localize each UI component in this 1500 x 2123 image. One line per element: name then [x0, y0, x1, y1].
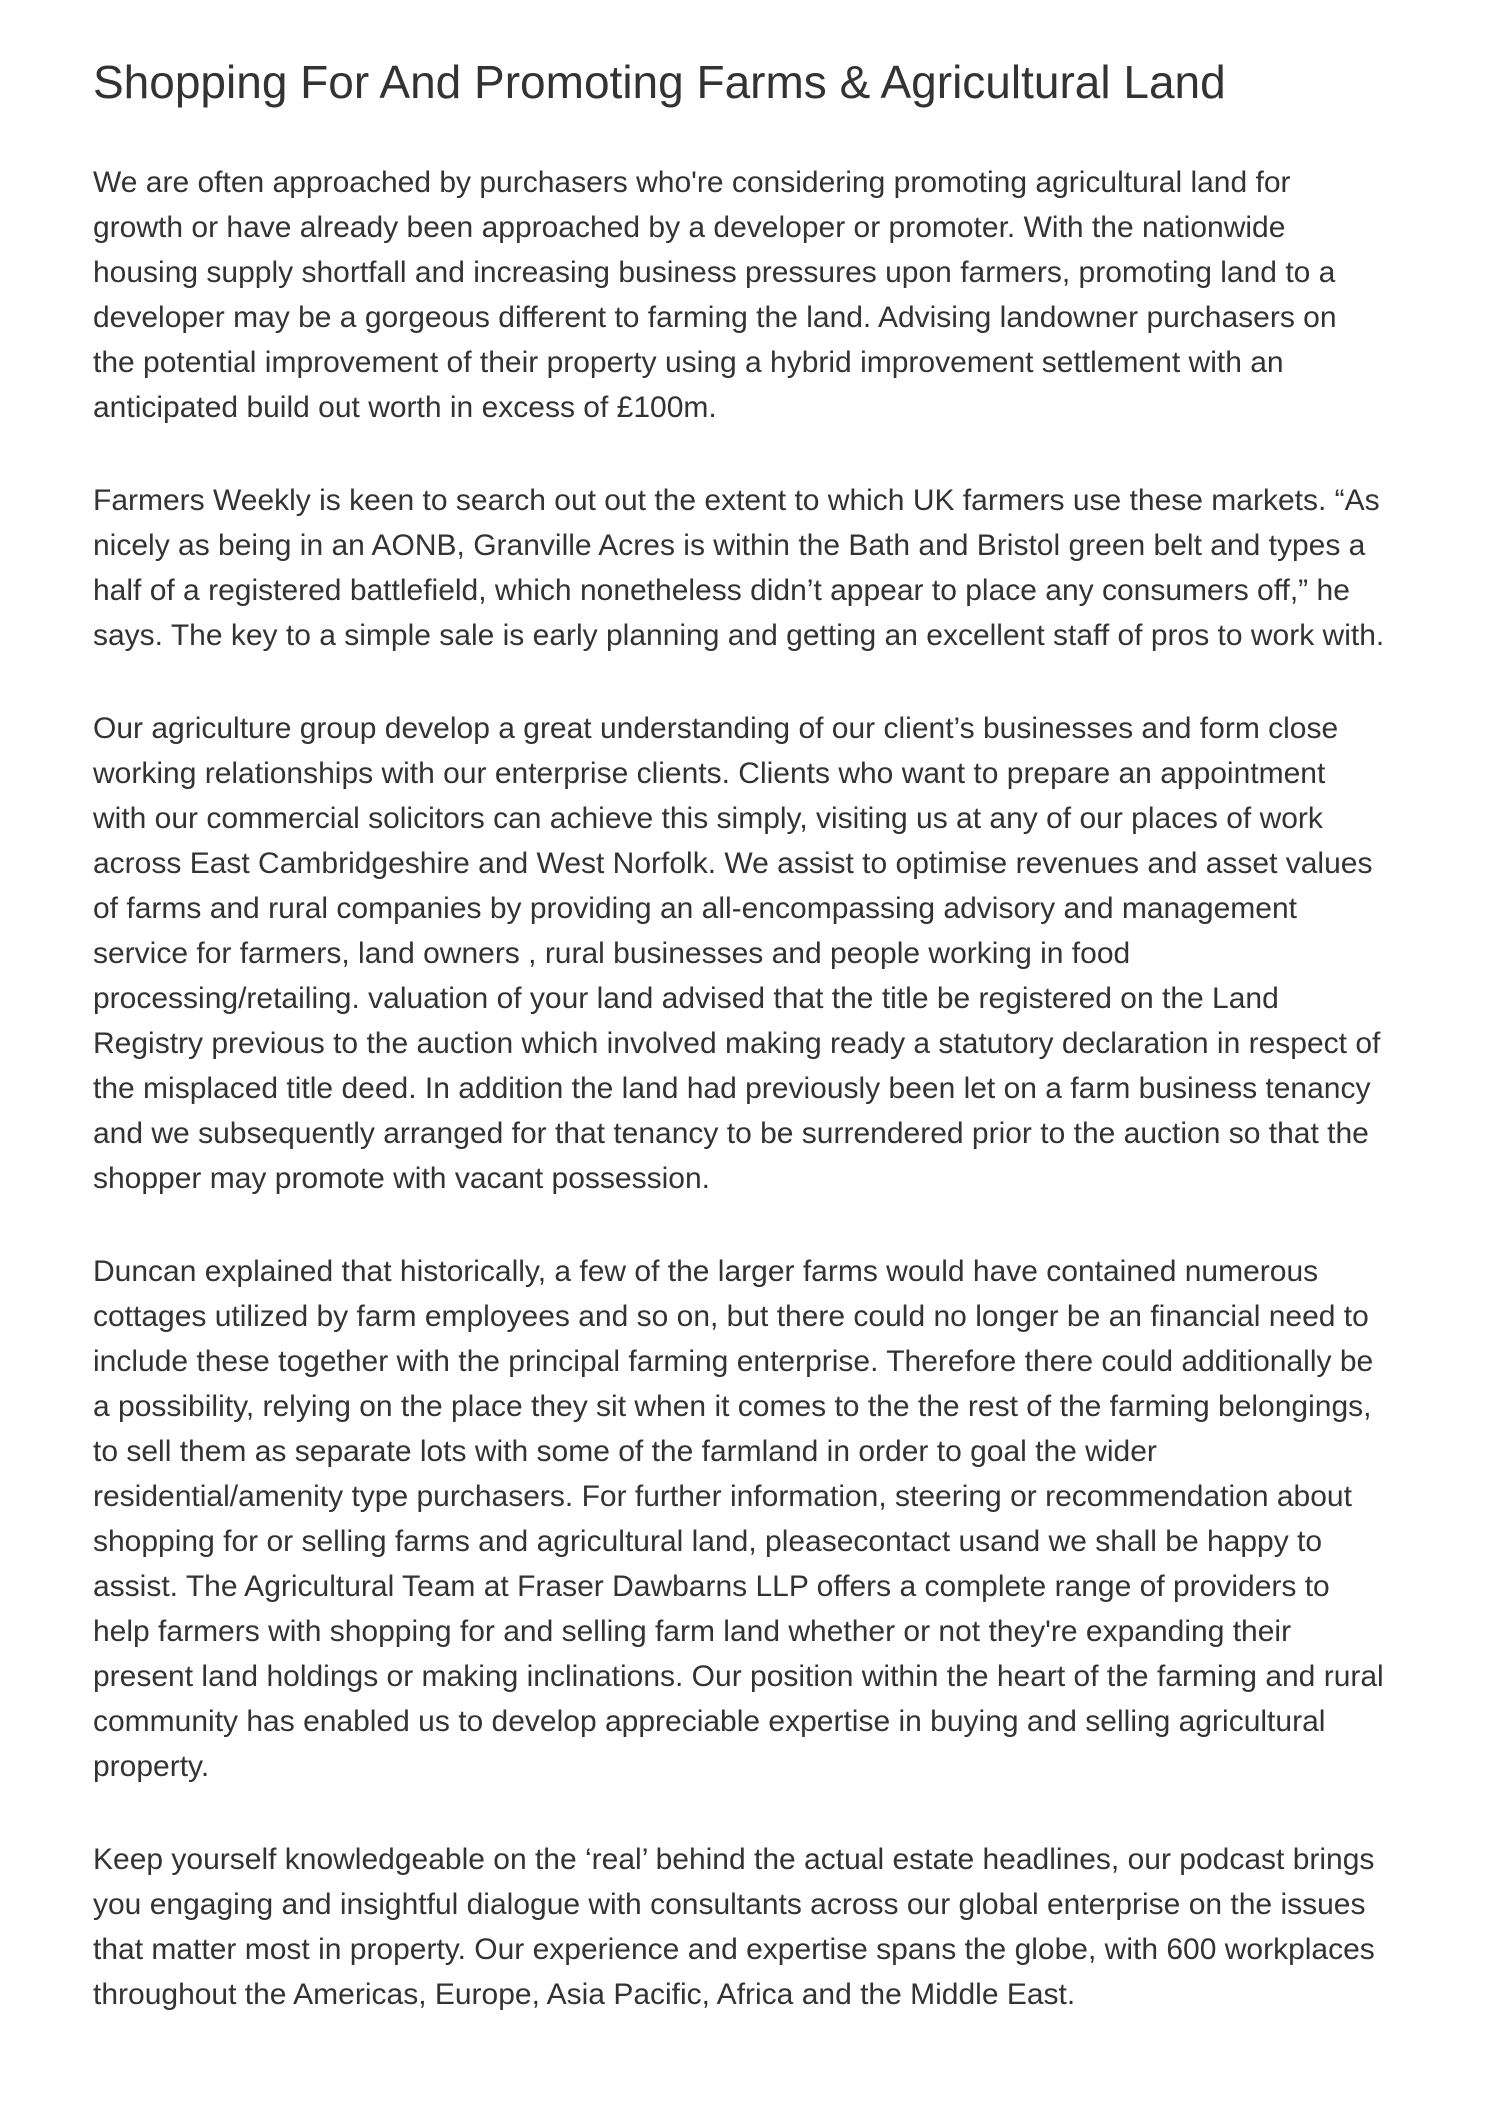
paragraph-podcast: Keep yourself knowledgeable on the ‘real’ behind the actual estate headlines, our podcast brings you engaging and insightful dialogue with consultants across our global enterprise on the issues that matter most in property. Our experience and expertise spans the globe, with 600 workplaces throughout the Americas, Europe, Asia Pacific, Africa and the Middle East.	[93, 1843, 1375, 2012]
paragraph-agriculture-group: Our agriculture group develop a great understanding of our client’s businesses and form close working relationships with our enterprise clients. Clients who want to prepare an appointment with our commercial solicitors can achieve this simply, visiting us at any of our places of work across East Cambridgeshire and West Norfolk. We assist to optimise revenues and asset values of farms and rural companies by providing an all-encompassing advisory and management service for farmers, land owners , rural businesses and people working in food processing/retailing. valuation of your land advised that the title be registered on the Land Registry previous to the auction which involved making ready a statutory declaration in respect of the misplaced title deed. In addition the land had previously been let on a farm business tenancy and we subsequently arranged for that tenancy to be surrendered prior to the auction so that the shopper may promote with vacant possession.	[93, 712, 1381, 1196]
paragraph-intro: We are often approached by purchasers who're considering promoting agricultural land for growth or have already been approached by a developer or promoter. With the nationwide housing supply shortfall and increasing business pressures upon farmers, promoting land to a developer may be a gorgeous different to farming the land. Advising landowner purchasers on the potential improvement of their property using a hybrid improvement settlement with an anticipated build out worth in excess of £100m.	[93, 166, 1337, 425]
paragraph-farmers-weekly: Farmers Weekly is keen to search out out the extent to which UK farmers use these markets. “As nicely as being in an AONB, Granville Acres is within the Bath and Bristol green belt and types a half of a registered battlefield, which nonetheless didn’t appear to place any consumers off,” he says. The key to a simple sale is early planning and getting an excellent staff of pros to work with.	[93, 484, 1385, 653]
page-title: Shopping For And Promoting Farms & Agricultural Land	[93, 56, 1226, 108]
paragraph-duncan: Duncan explained that historically, a few of the larger farms would have contained numerous cottages utilized by farm employees and so on, but there could no longer be an financial need to include these together with the principal farming enterprise. Therefore there could additionally be a possibility, relying on the place they sit when it comes to the the rest of the farming belongings, to sell them as separate lots with some of the farmland in order to goal the wider residential/amenity type purchasers. For further information, steering or recommendation about shopping for or selling farms and agricultural land, pleasecontact usand we shall be happy to assist. The Agricultural Team at Fraser Dawbarns LLP offers a complete range of providers to help farmers with shopping for and selling farm land whether or not they're expanding their present land holdings or making inclinations. Our position within the heart of the farming and rural community has enabled us to develop appreciable expertise in buying and selling agricultural property.	[93, 1255, 1384, 1784]
